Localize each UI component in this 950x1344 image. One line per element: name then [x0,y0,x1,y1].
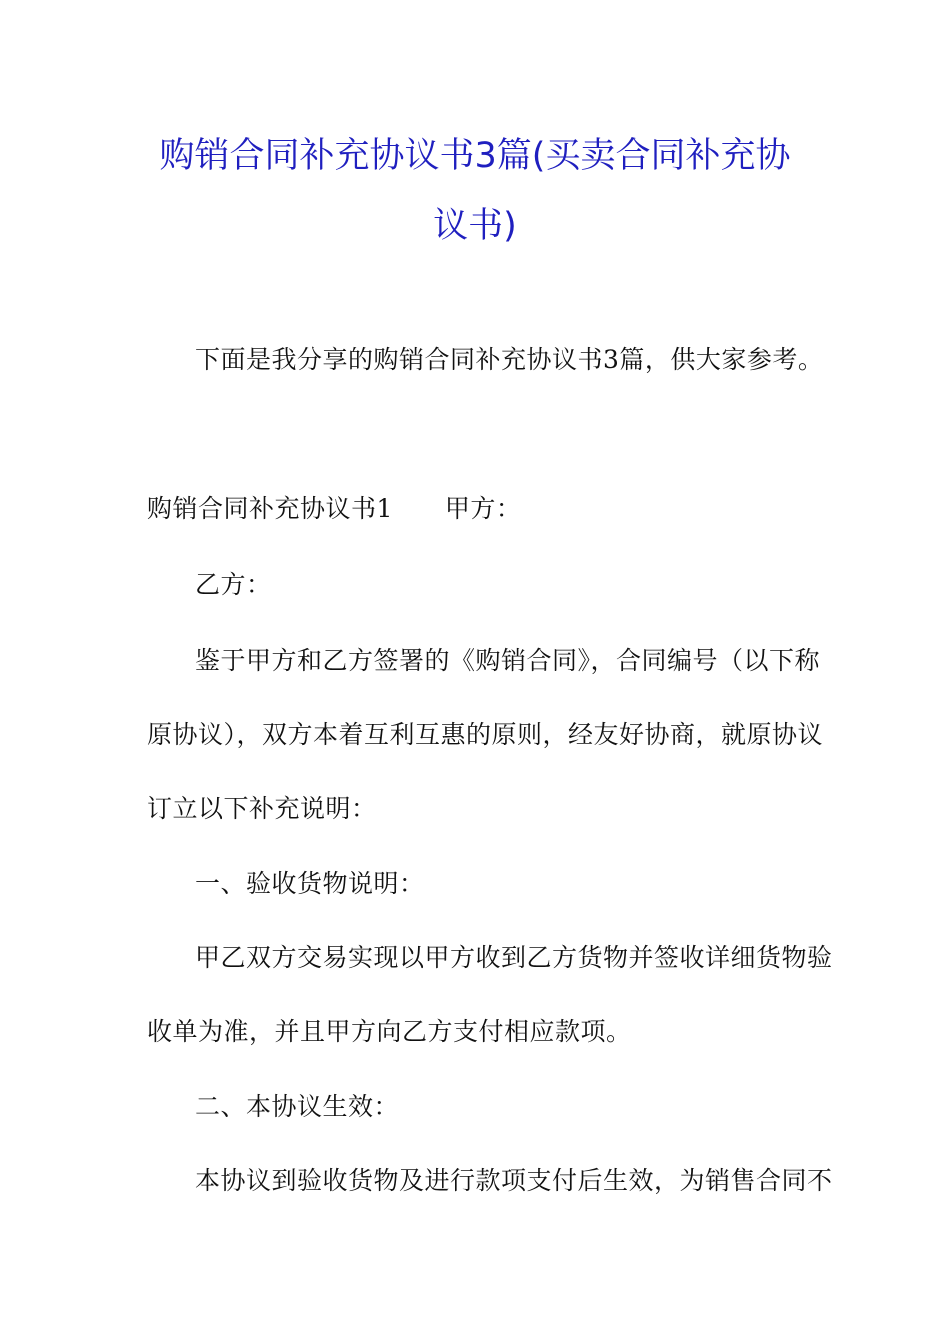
item-1-heading: 一、验收货物说明： [195,869,425,898]
paragraph-1-line-3: 订立以下补充说明： [147,794,377,823]
item-2-line-1: 本协议到验收货物及进行款项支付后生效，为销售合同不 [195,1166,833,1195]
item-1-line-1: 甲乙双方交易实现以甲方收到乙方货物并签收详细货物验 [195,943,833,972]
item-1-line-2: 收单为准，并且甲方向乙方支付相应款项。 [147,1017,632,1046]
paragraph-1-line-1: 鉴于甲方和乙方签署的《购销合同》，合同编号（以下称 [195,646,821,675]
party-b-label: 乙方： [195,570,272,599]
document-title-line-1: 购销合同补充协议书3篇(买卖合同补充协 [159,136,791,176]
party-a-label: 甲方： [444,494,522,523]
intro-paragraph: 下面是我分享的购销合同补充协议书3篇，供大家参考。 [195,345,824,374]
section-1-heading: 购销合同补充协议书1 [147,494,393,523]
document-title-line-2: 议书) [433,206,517,246]
section-1-heading-line [147,494,521,524]
paragraph-1-line-2: 原协议），双方本着互利互惠的原则，经友好协商，就原协议 [147,720,824,749]
item-2-heading: 二、本协议生效： [195,1092,400,1121]
